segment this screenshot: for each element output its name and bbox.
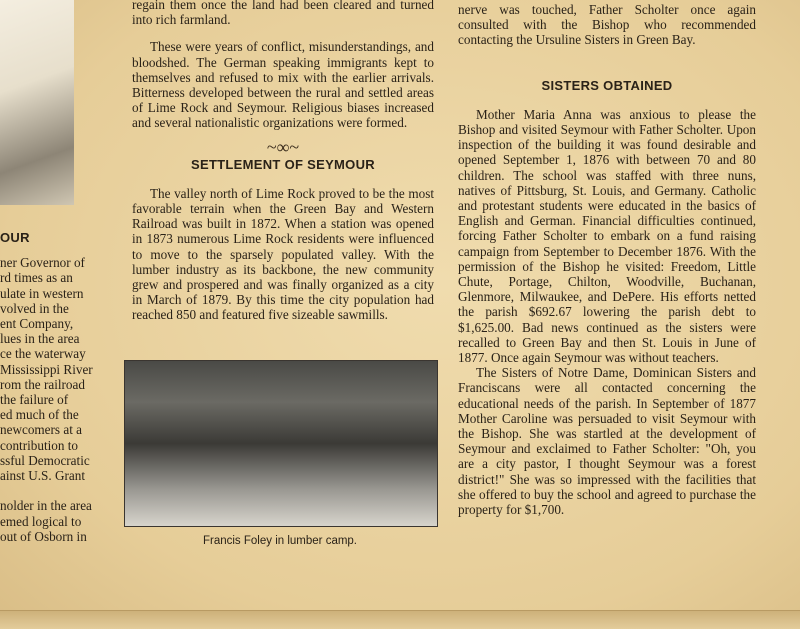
left-column-line: ulate in western — [0, 285, 84, 301]
left-column-line: contribution to — [0, 437, 79, 453]
paragraph-settlement: The valley north of Lime Rock proved to be the most favorable terrain when the Green Bay and Western Railroad was built in 1872. When a station was opened in 1873 numerous Lime Rock residents were influenced to move to the sparsely populated valley. With the lumber industry as its backbone, the new community grew and prospered and was finally organized as a city in March of 1879. By this time the city population had reached 850 and featured five sizeable sawmills. — [132, 185, 434, 323]
left-column-line: ce the waterway — [0, 346, 86, 362]
middle-column — [132, 0, 434, 323]
portrait-photo — [0, 0, 74, 205]
ornament-divider: ~∞~ — [266, 136, 300, 157]
left-column-line: newcomers at a — [0, 422, 83, 438]
paragraph-sisters-2: The Sisters of Notre Dame, Dominican Sisters and Franciscans were all contacted concerning the educational needs of the parish. In September of 1877 Mother Caroline was persuaded to visit Seymour with the Bishop. She was startled at the development of Seymour and exclaimed to Father Scholter: "Oh, you are a city pastor, I thought Seymour was a forest district!" She was so impressed with the facilities that she offered to buy the school and agreed to purchase the property for $1,700. — [458, 365, 756, 518]
left-column-line: volved in the — [0, 300, 69, 316]
right-column — [458, 0, 756, 517]
lumber-camp-photo — [124, 360, 438, 527]
heading-sisters-obtained: SISTERS OBTAINED — [541, 77, 673, 93]
left-column-line: rd times as an — [0, 270, 73, 286]
left-column-line: emed logical to — [0, 513, 82, 529]
left-column-line: ssful Democratic — [0, 452, 90, 468]
paragraph-sisters-1: Mother Maria Anna was anxious to please the Bishop and visited Seymour with Father Scholter. Upon inspection of the building it was found desirable and opened September 1, 1876 with between 70 and 80 children. The school was staffed with three nuns, natives of Pittsburg, St. Louis, and Germany. Catholic and protestant students were educated in the basics of English and German. Financial difficulties continued, forcing Father Scholter to embark on a fund raising campaign from September to December 1876. With the permission of the Bishop he visited: Freedom, Little Chute, Portage, Chilton, Woodville, Buchanan, Glenmore, Milwaukee, and DePere. His efforts netted the parish $692.67 lowering the parish debt to $1,625.00. Bad news continued as the sisters were recalled to Green Bay and then St. Louis in June of 1877. Once again Seymour was without teachers. — [458, 106, 756, 366]
paragraph-right-top: nerve was touched, Father Scholter once again consulted with the Bishop who recommended contacting the Ursuline Sisters in Green Bay. — [458, 2, 756, 48]
left-column-line — [0, 483, 102, 498]
photo-caption: Francis Foley in lumber camp. — [202, 535, 358, 547]
left-column-line: ner Governor of — [0, 255, 85, 271]
paragraph-top: regain them once the land had been cleared and turned into rich farmland. — [132, 0, 434, 28]
left-column-line: Mississippi River — [0, 361, 93, 377]
left-column-line: lues in the area — [0, 331, 80, 347]
heading-settlement: SETTLEMENT OF SEYMOUR — [191, 156, 375, 172]
paragraph-conflict: These were years of conflict, misunderstandings, and bloodshed. The German speaking immigrants kept to themselves and refused to mix with the earlier arrivals. Bitterness developed between the rural and settled areas of Lime Rock and Seymour. Religious biases increased and several nationalistic organizations were formed. — [132, 39, 434, 131]
left-column-line: ed much of the — [0, 407, 79, 423]
left-column-line: ainst U.S. Grant — [0, 468, 85, 484]
left-column-line: rom the railroad — [0, 376, 85, 392]
left-heading-fragment: OUR — [0, 230, 30, 245]
left-column-line: the failure of — [0, 392, 69, 408]
left-column-line: ent Company, — [0, 316, 74, 332]
left-column-lines — [0, 255, 102, 544]
left-column — [0, 230, 102, 544]
page-fold — [0, 610, 800, 629]
left-column-line: nolder in the area — [0, 498, 92, 514]
left-column-line: out of Osborn in — [0, 528, 87, 544]
